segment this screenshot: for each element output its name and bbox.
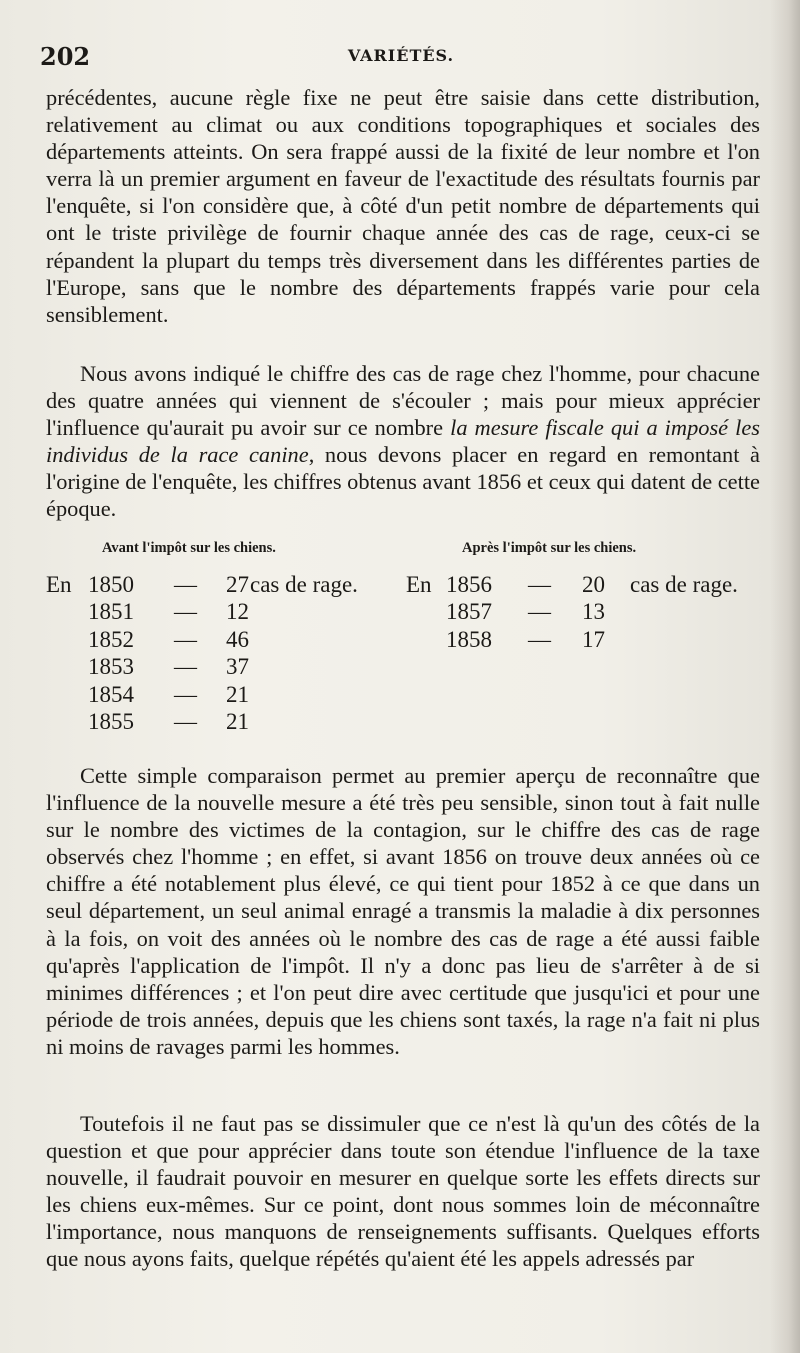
page-edge-shadow [770, 0, 800, 1353]
row-value: 20 [582, 572, 605, 597]
row-suffix: cas de rage. [630, 572, 738, 597]
row-year: 1854 [88, 681, 134, 707]
row-dash: — [528, 572, 551, 597]
table-row [46, 571, 376, 598]
row-prefix: En [46, 572, 72, 597]
row-year: 1856 [446, 572, 492, 597]
row-dash: — [528, 626, 551, 652]
paragraph-conclusion-text: Toutefois il ne faut pas se dissimuler que ce n'est là qu'un des côtés de la question et que pour apprécier dans toute son étendue l'influence de la taxe nouvelle, il faudrait pouvoir en mesurer en quelque sorte les effets directs sur les chiens eux-mêmes. Sur ce point, dont nous sommes loin de méconnaître l'importance, nous manquons de renseignements suffisants. Quelques efforts que nous ayons faits, quelque répétés qu'aient été les appels adressés par [46, 1111, 760, 1272]
table-row [46, 681, 376, 708]
row-value: 37 [226, 654, 249, 680]
row-year: 1852 [88, 626, 134, 652]
row-value: 21 [226, 709, 249, 734]
row-value: 46 [226, 626, 249, 652]
row-suffix: cas de rage. [250, 572, 358, 597]
row-value: 27 [226, 572, 249, 597]
table-header-before-tax: Avant l'impôt sur les chiens. [102, 540, 276, 556]
page-number: 202 [40, 42, 91, 71]
paragraph-opening: précédentes, aucune règle fixe ne peut être saisie dans cette distribution, relativement au climat ou aux conditions topographiques et sociales des départements atteints. On sera frappé aussi de la fixité de leur nombre et l'on verra là un premier argument en faveur de l'exactitude des résultats fournis par l'enquête, si l'on considère que, à côté d'un petit nombre de départements qui ont le triste privilège de fournir chaque année des cas de rage, ceux-ci se répandent la plupart du temps très diversement dans les différentes parties de l'Europe, sans que le nombre des départements frappés varie pour cela sensiblement. [46, 85, 760, 327]
paragraph-italic-phrase: la mesure fiscale qui a imposé les individus de la race canine [46, 415, 760, 468]
paragraph-analysis-text: Cette simple comparaison permet au premier aperçu de reconnaître que l'influence de la nouvelle mesure a été très peu sensible, sinon tout à fait nulle sur le nombre des victimes de la contagion, sur le chiffre des cas de rage observés chez l'homme ; en effet, si avant 1856 on trouve deux années où ce chiffre a été notablement plus élevé, ce qui tient pour 1852 à ce que dans un seul département, un seul animal enragé a transmis la maladie à dix personnes à la fois, on voit des années où le nombre des cas de rage a été aussi faible qu'après l'application de l'impôt. Il n'y a donc pas lieu de s'arrêter à de si minimes différences ; et l'on peut dire avec certitude que jusqu'ici et pour une période de trois années, depuis que les chiens sont taxés, la rage n'a fait ni plus ni moins de ravages parmi les hommes. [46, 763, 760, 1059]
row-year: 1850 [88, 572, 134, 597]
paragraph-analysis [46, 762, 760, 1060]
row-value: 13 [582, 599, 605, 625]
paragraph-text-part-b: , nous devons placer en regard en remontant à l'origine de l'enquête, les chiffres obtenus avant 1856 et ceux qui datent de cette époque. [46, 442, 760, 522]
table-header-after-tax: Après l'impôt sur les chiens. [462, 540, 637, 556]
row-value: 17 [582, 626, 605, 652]
row-dash: — [528, 599, 551, 625]
row-year: 1858 [446, 626, 492, 652]
row-dash: — [174, 681, 197, 707]
row-dash: — [174, 654, 197, 680]
table-row [406, 626, 756, 653]
table-row [46, 626, 376, 653]
row-value: 21 [226, 681, 249, 707]
row-dash: — [174, 599, 197, 625]
table-row [46, 708, 376, 735]
paragraph-text-part-a: Nous avons indiqué le chiffre des cas de rage chez l'homme, pour chacune des quatre années qui viennent de s'écouler ; mais pour mieux apprécier l'influence qu'aurait pu avoir sur ce nombre [46, 361, 760, 441]
table-row [406, 598, 756, 625]
row-prefix: En [406, 572, 432, 597]
row-dash: — [174, 709, 197, 734]
row-dash: — [174, 626, 197, 652]
paragraph-comparison-intro [46, 360, 760, 523]
row-year: 1851 [88, 599, 134, 625]
page-header [40, 42, 762, 76]
row-dash: — [174, 572, 197, 597]
table-row [406, 571, 756, 598]
row-year: 1853 [88, 654, 134, 680]
table-row [46, 598, 376, 625]
row-year: 1855 [88, 709, 134, 734]
table-row [46, 653, 376, 680]
paragraph-conclusion [46, 1110, 760, 1273]
row-year: 1857 [446, 599, 492, 625]
row-value: 12 [226, 599, 249, 625]
running-title: VARIÉTÉS. [347, 46, 455, 65]
